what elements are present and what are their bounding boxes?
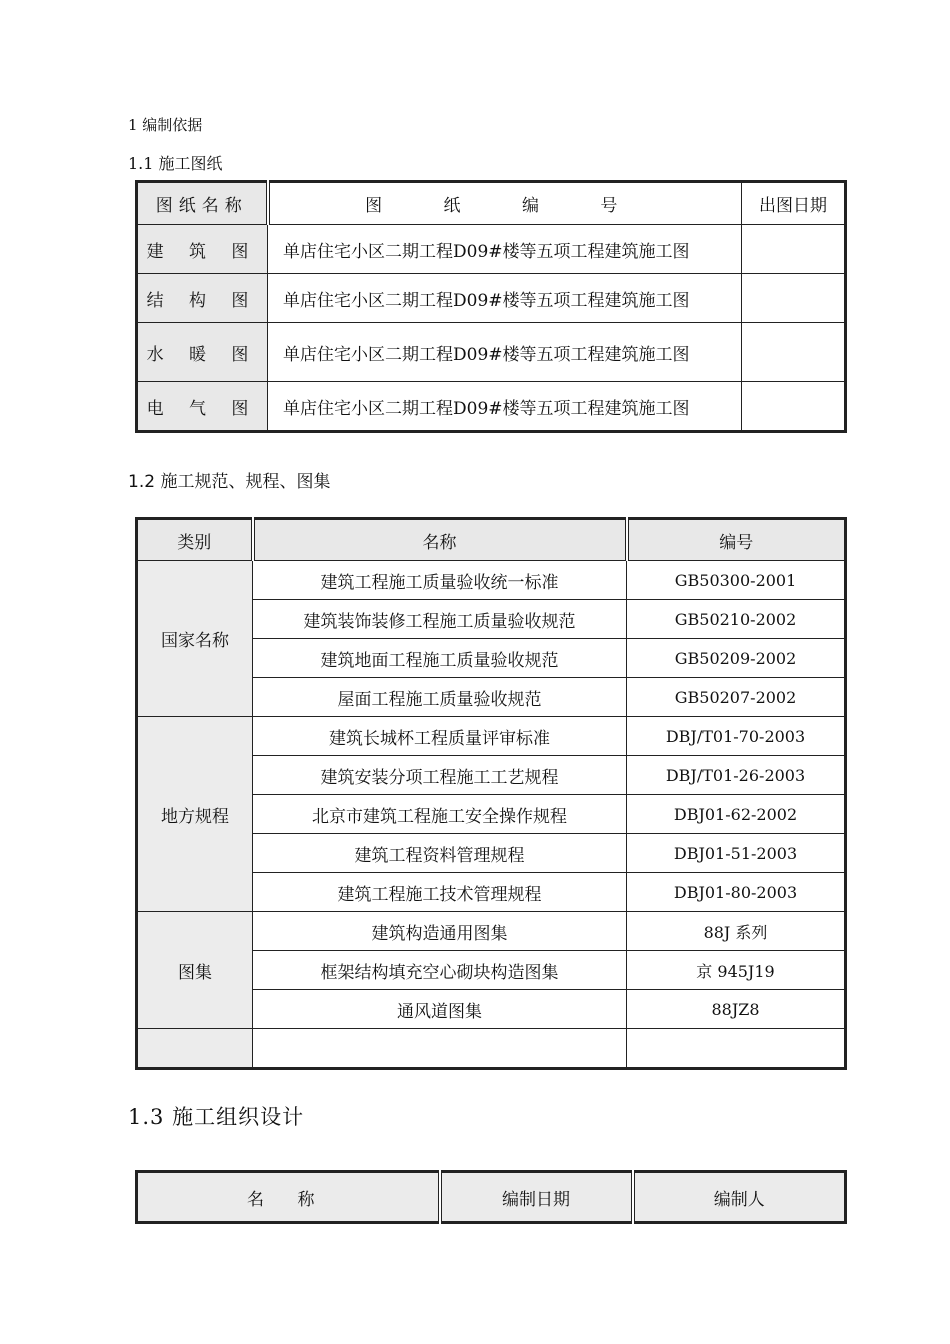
issue-date	[742, 274, 846, 323]
standard-name: 建筑工程资料管理规程	[253, 834, 627, 873]
drawing-number: 单店住宅小区二期工程D09#楼等五项工程建筑施工图	[268, 225, 742, 274]
construction-design-table	[135, 1170, 847, 1224]
standard-code: DBJ01-80-2003	[627, 873, 846, 912]
section-1-heading: 1 编制依据	[128, 116, 203, 134]
empty-cell	[137, 1029, 253, 1069]
table-header-row	[137, 1172, 846, 1223]
standard-code: DBJ01-51-2003	[627, 834, 846, 873]
header-category: 类别	[137, 519, 253, 561]
header-drawing-number: 图 纸 编 号	[268, 182, 742, 225]
standard-name: 建筑地面工程施工质量验收规范	[253, 639, 627, 678]
standard-code: DBJ/T01-26-2003	[627, 756, 846, 795]
standard-name: 建筑工程施工技术管理规程	[253, 873, 627, 912]
standard-name: 建筑构造通用图集	[253, 912, 627, 951]
header-drawing-name: 图纸名称	[137, 182, 268, 225]
table-row	[137, 912, 846, 951]
standard-name: 建筑装饰装修工程施工质量验收规范	[253, 600, 627, 639]
drawing-type: 水 暖 图	[137, 323, 268, 382]
table-header-row	[137, 519, 846, 561]
drawing-number: 单店住宅小区二期工程D09#楼等五项工程建筑施工图	[268, 274, 742, 323]
header-compile-date: 编制日期	[440, 1172, 633, 1223]
header-name: 名 称	[137, 1172, 440, 1223]
table-row	[137, 717, 846, 756]
standard-code: GB50300-2001	[627, 561, 846, 600]
header-name: 名称	[253, 519, 627, 561]
table-header-row	[137, 182, 846, 225]
category-cell: 图集	[137, 912, 253, 1029]
issue-date	[742, 382, 846, 432]
table-row-empty	[137, 1029, 846, 1069]
standard-name: 北京市建筑工程施工安全操作规程	[253, 795, 627, 834]
standard-name: 建筑长城杯工程质量评审标准	[253, 717, 627, 756]
category-cell: 国家名称	[137, 561, 253, 717]
section-1-3-heading: 1.3 施工组织设计	[128, 1105, 305, 1129]
standard-name: 建筑工程施工质量验收统一标准	[253, 561, 627, 600]
standard-name: 通风道图集	[253, 990, 627, 1029]
standard-code: 京 945J19	[627, 951, 846, 990]
table-row	[137, 274, 846, 323]
drawing-type: 建 筑 图	[137, 225, 268, 274]
standard-name: 建筑安装分项工程施工工艺规程	[253, 756, 627, 795]
drawing-number: 单店住宅小区二期工程D09#楼等五项工程建筑施工图	[268, 382, 742, 432]
empty-cell	[253, 1029, 627, 1069]
drawing-number: 单店住宅小区二期工程D09#楼等五项工程建筑施工图	[268, 323, 742, 382]
drawing-type: 结 构 图	[137, 274, 268, 323]
table-row	[137, 382, 846, 432]
issue-date	[742, 225, 846, 274]
drawings-table	[135, 180, 847, 433]
table-row	[137, 561, 846, 600]
header-code: 编号	[627, 519, 846, 561]
standard-code: GB50209-2002	[627, 639, 846, 678]
section-1-2-heading: 1.2 施工规范、规程、图集	[128, 472, 331, 492]
issue-date	[742, 323, 846, 382]
standard-code: GB50207-2002	[627, 678, 846, 717]
standards-table	[135, 517, 847, 1070]
standard-name: 框架结构填充空心砌块构造图集	[253, 951, 627, 990]
header-issue-date: 出图日期	[742, 182, 846, 225]
section-1-1-heading: 1.1 施工图纸	[128, 154, 223, 173]
table-row	[137, 323, 846, 382]
standard-code: 88J 系列	[627, 912, 846, 951]
drawing-type: 电 气 图	[137, 382, 268, 432]
standard-code: 88JZ8	[627, 990, 846, 1029]
empty-cell	[627, 1029, 846, 1069]
table-row	[137, 225, 846, 274]
header-compiler: 编制人	[633, 1172, 846, 1223]
standard-code: GB50210-2002	[627, 600, 846, 639]
standard-name: 屋面工程施工质量验收规范	[253, 678, 627, 717]
standard-code: DBJ01-62-2002	[627, 795, 846, 834]
standard-code: DBJ/T01-70-2003	[627, 717, 846, 756]
category-cell: 地方规程	[137, 717, 253, 912]
